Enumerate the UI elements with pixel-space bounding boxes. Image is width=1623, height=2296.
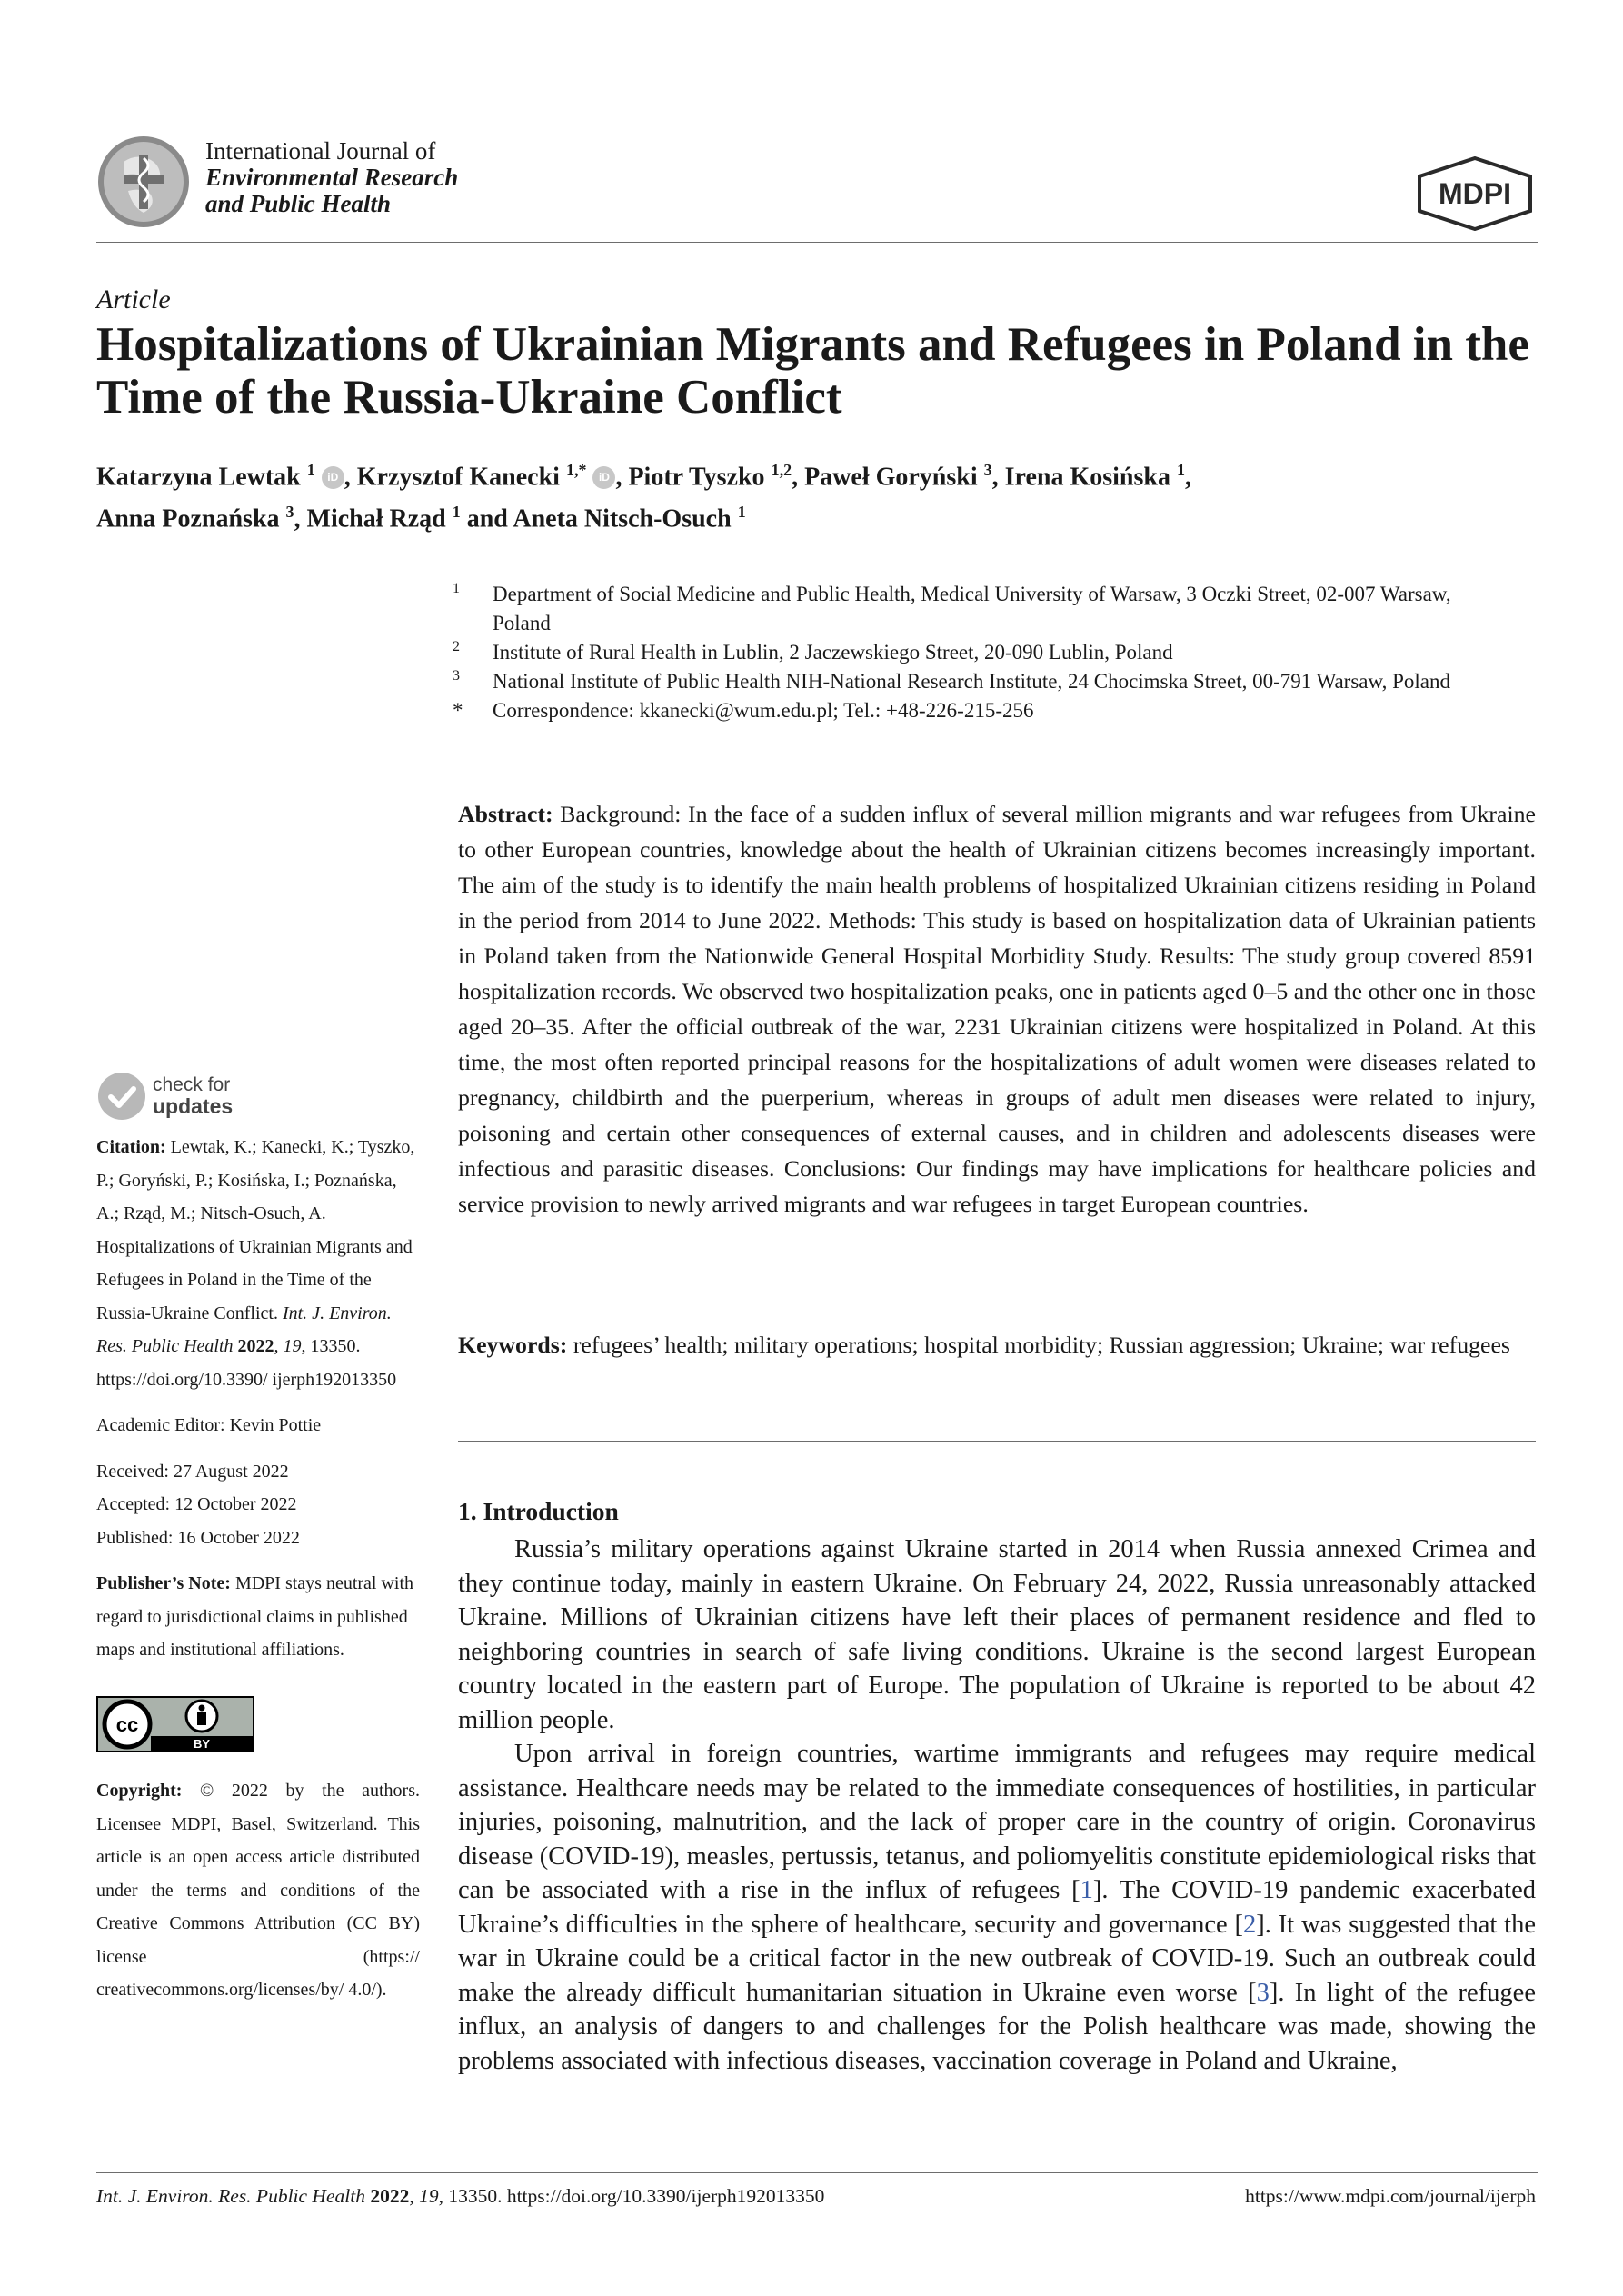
cc-by-license-icon[interactable] <box>96 1696 254 1752</box>
citation-volume: , 19 <box>274 1336 302 1356</box>
affiliation-mark: 2 <box>453 639 460 654</box>
publisher-note <box>96 1567 420 1667</box>
affiliation-mark: * <box>453 699 463 722</box>
header-divider <box>96 242 1538 243</box>
citation-label: Citation: <box>96 1137 166 1157</box>
reference-link-3[interactable]: 3 <box>1256 1978 1270 2007</box>
section-divider <box>458 1441 1536 1442</box>
abstract <box>458 796 1536 1222</box>
journal-url-link[interactable]: https://www.mdpi.com/journal/ijerph <box>1245 2185 1536 2207</box>
footer-citation: Int. J. Environ. Res. Public Health 2022, 19, 13350. https://doi.org/10.3390/ijerph192013350 <box>96 2185 825 2207</box>
affiliation-mark: 1 <box>453 581 460 596</box>
section-heading-introduction: 1. Introduction <box>458 1497 619 1525</box>
intro-paragraph-2: Upon arrival in foreign countries, wartime immigrants and refugees may require medical assistance. Healthcare needs may be related to the immediate consequences of hostilities, in particular injuries, poisoning, malnutrition, and the lack of proper care in the country of origin. Coronavirus disease (COVID-19), measles, pertussis, tetanus, and poliomyelitis constitute epidemiological risks that can be associated with a rise in the influx of refugees [1]. The COVID-19 pandemic exacerbated Ukraine’s difficulties in the sphere of healthcare, security and governance [2]. It was suggested that the war in Ukraine could be a critical factor in the new outbreak of COVID-19. Such an outbreak could make the already difficult humanitarian situation in Ukraine even worse [3]. In light of the refugee influx, an analysis of dangers to and challenges for the Polish healthcare was made, showing the problems associated with infectious diseases, vaccination coverage in Poland and Ukraine, <box>458 1740 1536 2075</box>
affiliation-text: Department of Social Medicine and Public Health, Medical University of Warsaw, 3 Oczki Street, 02-007 Warsaw, Poland <box>493 583 1451 634</box>
affiliation-text: Correspondence: kkanecki@wum.edu.pl; Tel.: +48-226-215-256 <box>493 699 1034 722</box>
mdpi-logo-text: MDPI <box>1439 177 1511 210</box>
cc-icon-label: cc <box>115 1712 139 1736</box>
author-name[interactable]: Aneta Nitsch-Osuch <box>513 504 732 534</box>
intro-paragraph-1: Russia’s military operations against Ukraine started in 2014 when Russia annexed Crimea and they continue today, mainly in eastern Ukraine. On February 24, 2022, Russia unreasonably attacked Ukraine. Millions of Ukrainian citizens have left their places of permanent residence and fled to neighboring countries in search of safe living conditions. Ukraine is the second largest European country located in the eastern part of Europe. The population of Ukraine is reported to be about 42 million people. <box>458 1535 1536 1734</box>
abstract-label: Abstract: <box>458 801 553 827</box>
check-updates-line1: check for <box>153 1074 231 1095</box>
published-date: Published: 16 October 2022 <box>96 1527 300 1548</box>
reference-link-1[interactable]: 1 <box>1080 1876 1093 1904</box>
author-affiliation-mark: 1,* <box>565 461 587 479</box>
copyright-text: © 2022 by the authors. Licensee MDPI, Basel, Switzerland. This article is an open access article distributed under the terms and conditions of the Creative Commons Attribution (CC BY) license (https:// creativecommons.org/licenses/by/ 4.0/). <box>96 1781 420 2000</box>
abstract-text: Background: In the face of a sudden influx of several million migrants and war refugees from Ukraine to other European countries, knowledge about the health of Ukrainian citizens becomes increasingly important. The aim of the study is to identify the main health problems of hospitalized Ukrainian citizens residing in Poland in the period from 2014 to June 2022. Methods: This study is based on hospitalization data of Ukrainian patients in Poland taken from the Nationwide General Hospital Morbidity Study. Results: The study group covered 8591 hospitalization records. We observed two hospitalization peaks, one in patients aged 0–5 and the other one in those aged 20–35. After the official outbreak of the war, 2231 Ukrainian citizens were hospitalized in Poland. At this time, the most often reported principal reasons for the hospitalizations of adult women were diseases related to pregnancy, childbirth and the puerperium, whereas in groups of adult men diseases were related to injury, poisoning and certain other consequences of external causes, and in children and adolescents diseases were infectious and parasitic diseases. Conclusions: Our findings may have implications for healthcare policies and service provision to newly arrived migrants and war refugees in target European countries. <box>458 801 1536 1217</box>
affiliation-item <box>453 580 1507 638</box>
author-affiliation-mark: 3 <box>983 461 992 479</box>
article-title: Hospitalizations of Ukrainian Migrants and Refugees in Poland in the Time of the Russia-Ukraine Conflict <box>96 318 1529 424</box>
citation-text: Lewtak, K.; Kanecki, K.; Tyszko, P.; Goryński, P.; Kosińska, I.; Poznańska, A.; Rząd, M.; Nitsch-Osuch, A. Hospitalizations of Ukrainian Migrants and Refugees in Poland in the Time of the Russia-Ukraine Conflict. <box>96 1137 415 1323</box>
footer-divider <box>96 2172 1538 2173</box>
author-affiliation-mark: 3 <box>285 503 294 522</box>
check-for-updates-button[interactable] <box>96 1071 269 1125</box>
sidebar <box>96 1131 420 2020</box>
author-separator: , <box>615 463 629 492</box>
affiliation-text: Institute of Rural Health in Lublin, 2 Jaczewskiego Street, 20-090 Lublin, Poland <box>493 641 1173 664</box>
author-separator: , <box>344 463 357 492</box>
journal-name-line3: and Public Health <box>205 190 392 217</box>
publisher-note-text: MDPI stays neutral with regard to jurisdictional claims in published maps and institutional affiliations. <box>96 1573 414 1660</box>
keywords <box>458 1327 1536 1363</box>
citation-doi[interactable]: , 13350. https://doi.org/10.3390/ ijerph192013350 <box>96 1336 397 1390</box>
affiliation-item <box>453 696 1507 725</box>
reference-link-2[interactable]: 2 <box>1243 1910 1257 1939</box>
orcid-icon[interactable]: iD <box>592 466 615 489</box>
introduction-body <box>458 1532 1536 2078</box>
cc-by-label: BY <box>193 1736 211 1751</box>
author-separator: , <box>294 504 307 534</box>
affiliation-mark: 3 <box>453 668 460 684</box>
check-updates-icon <box>96 1071 147 1122</box>
publisher-note-label: Publisher’s Note: <box>96 1573 231 1593</box>
author-separator: , <box>991 463 1005 492</box>
keywords-text: refugees’ health; military operations; hospital morbidity; Russian aggression; Ukraine; war refugees <box>567 1332 1510 1358</box>
copyright-notice <box>96 1774 420 2007</box>
journal-logo-icon <box>96 135 191 229</box>
author-affiliation-mark: 1 <box>306 461 315 479</box>
author-name[interactable]: Piotr Tyszko <box>628 463 765 492</box>
citation-year: 2022 <box>233 1336 274 1356</box>
citation-journal: Int. J. Environ. Res. Public Health <box>96 1303 392 1356</box>
article-type: Article <box>96 285 171 314</box>
author-separator: , <box>1184 463 1191 492</box>
affiliation-list <box>453 580 1507 725</box>
accepted-date: Accepted: 12 October 2022 <box>96 1494 297 1514</box>
affiliation-item <box>453 667 1507 696</box>
author-affiliation-mark: 1 <box>1176 461 1185 479</box>
keywords-label: Keywords: <box>458 1332 568 1358</box>
copyright-label: Copyright: <box>96 1781 183 1801</box>
author-name[interactable]: Anna Poznańska <box>96 504 280 534</box>
journal-name <box>205 138 458 217</box>
author-name[interactable]: Paweł Goryński <box>804 463 978 492</box>
academic-editor: Academic Editor: Kevin Pottie <box>96 1415 322 1435</box>
citation-block <box>96 1131 420 1396</box>
affiliation-item <box>453 638 1507 667</box>
author-name[interactable]: Michał Rząd <box>306 504 446 534</box>
orcid-icon[interactable]: iD <box>322 466 344 489</box>
author-list <box>96 453 1514 537</box>
journal-name-line2: Environmental Research <box>205 164 459 191</box>
received-date: Received: 27 August 2022 <box>96 1461 289 1482</box>
author-affiliation-mark: 1 <box>737 503 746 522</box>
author-name[interactable]: Katarzyna Lewtak <box>96 463 301 492</box>
check-updates-line2: updates <box>153 1094 234 1118</box>
journal-name-line1: International Journal of <box>205 137 436 165</box>
author-name[interactable]: Krzysztof Kanecki <box>356 463 560 492</box>
author-affiliation-mark: 1,2 <box>771 461 792 479</box>
affiliation-text: National Institute of Public Health NIH-National Research Institute, 24 Chocimska Street, 00-791 Warsaw, Poland <box>493 670 1451 693</box>
author-separator: and <box>460 504 513 534</box>
author-name[interactable]: Irena Kosińska <box>1004 463 1170 492</box>
author-affiliation-mark: 1 <box>452 503 461 522</box>
author-separator: , <box>792 463 805 492</box>
mdpi-logo <box>1414 156 1536 231</box>
